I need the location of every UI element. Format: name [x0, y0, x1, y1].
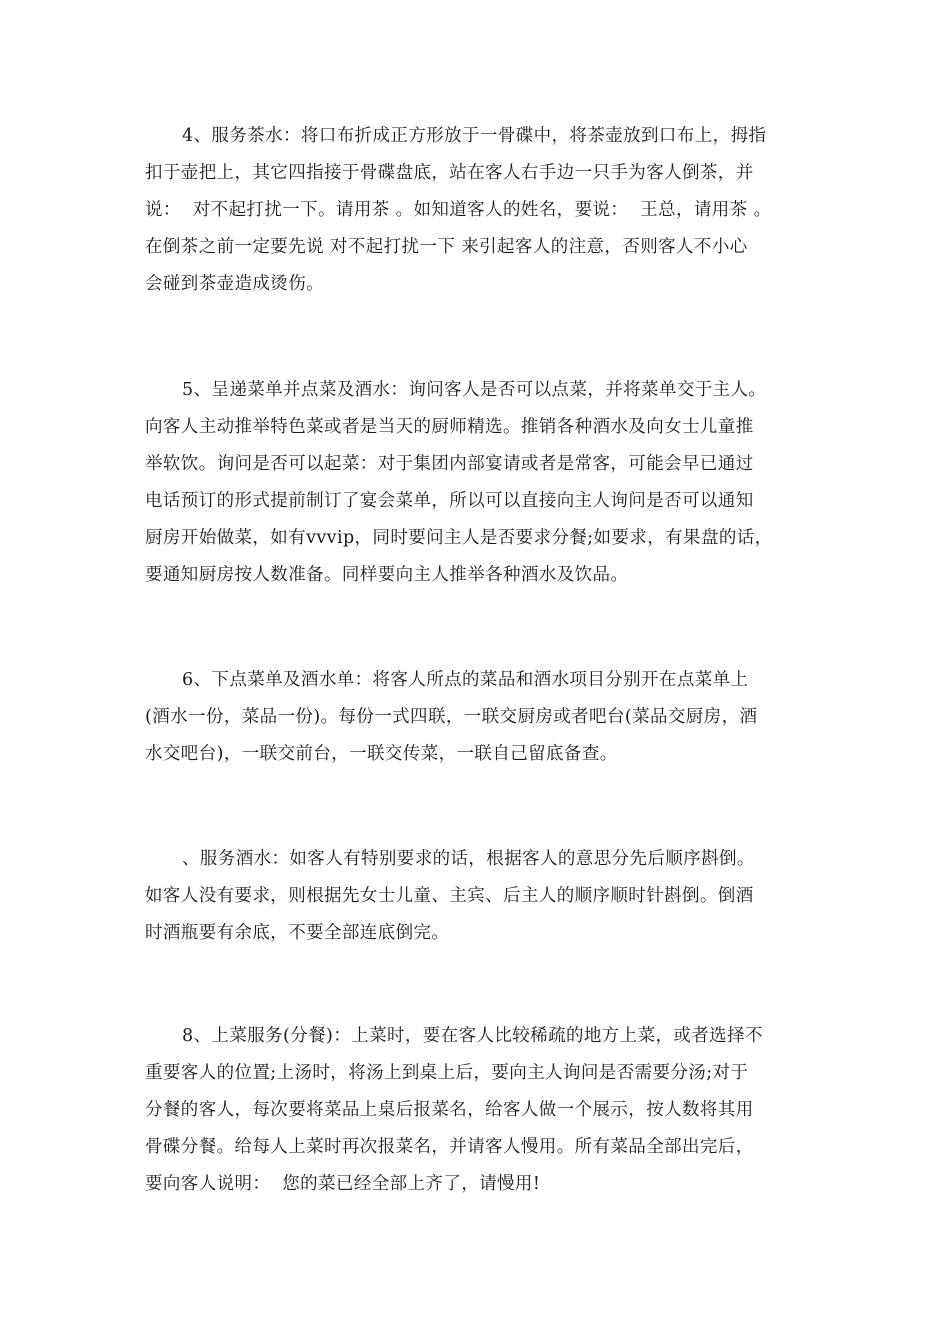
paragraph-line: 说： 对不起打扰一下。请用茶 。如知道客人的姓名，要说： 王总，请用茶 。: [145, 200, 772, 220]
paragraph-wine-service: [145, 841, 815, 952]
paragraph-line: 扣于壶把上，其它四指接于骨碟盘底，站在客人右手边一只手为客人倒茶，并: [145, 163, 754, 183]
paragraph-line: 4、服务茶水：将口布折成正方形放于一骨碟中，将茶壶放到口布上，拇指: [182, 126, 767, 146]
paragraph-line: 时酒瓶要有余底，不要全部连底倒完。: [145, 923, 450, 943]
paragraph-line: 8、上菜服务(分餐)：上菜时，要在客人比较稀疏的地方上菜，或者选择不: [182, 1026, 763, 1046]
paragraph-line: (酒水一份，菜品一份)。每份一式四联，一联交厨房或者吧台(菜品交厨房，酒: [145, 707, 758, 727]
paragraph-line: 、服务酒水：如客人有特别要求的话，根据客人的意思分先后顺序斟倒。: [182, 849, 755, 869]
paragraph-line: 向客人主动推举特色菜或者是当天的厨师精选。推销各种酒水及向女士儿童推: [145, 417, 754, 437]
paragraph-menu-ordering: [145, 372, 815, 594]
paragraph-line: 5、呈递菜单并点菜及酒水：询问客人是否可以点菜，并将菜单交于主人。: [182, 380, 767, 400]
paragraph-line: 要通知厨房按人数准备。同样要向主人推举各种酒水及饮品。: [145, 565, 629, 585]
paragraph-line: 6、下点菜单及酒水单：将客人所点的菜品和酒水项目分别开在点菜单上: [182, 670, 749, 690]
paragraph-line: 要向客人说明： 您的菜已经全部上齐了，请慢用!: [145, 1174, 541, 1194]
paragraph-line: 厨房开始做菜，如有vvvip，同时要问主人是否要求分餐;如要求，有果盘的话，: [145, 528, 773, 548]
paragraph-line: 分餐的客人，每次要将菜品上桌后报菜名，给客人做一个展示，按人数将其用: [145, 1100, 754, 1120]
paragraph-line: 重要客人的位置;上汤时，将汤上到桌上后，要向主人询问是否需要分汤;对于: [145, 1063, 749, 1083]
paragraph-line: 在倒茶之前一定要先说 对不起打扰一下 来引起客人的注意，否则客人不小心: [145, 237, 748, 257]
paragraph-line: 电话预订的形式提前制订了宴会菜单，所以可以直接向主人询问是否可以通知: [145, 491, 754, 511]
paragraph-tea-service: [145, 118, 815, 303]
paragraph-line: 骨碟分餐。给每人上菜时再次报菜名，并请客人慢用。所有菜品全部出完后，: [145, 1137, 754, 1157]
paragraph-line: 举软饮。询问是否可以起菜：对于集团内部宴请或者是常客，可能会早已通过: [145, 454, 754, 474]
paragraph-line: 会碰到茶壶造成烫伤。: [145, 274, 324, 294]
paragraph-line: 水交吧台)，一联交前台，一联交传菜，一联自己留底备查。: [145, 744, 618, 764]
paragraph-line: 如客人没有要求，则根据先女士儿童、主宾、后主人的顺序顺时针斟倒。倒酒: [145, 886, 754, 906]
paragraph-order-slips: [145, 662, 815, 773]
paragraph-dish-serving: [145, 1018, 815, 1203]
